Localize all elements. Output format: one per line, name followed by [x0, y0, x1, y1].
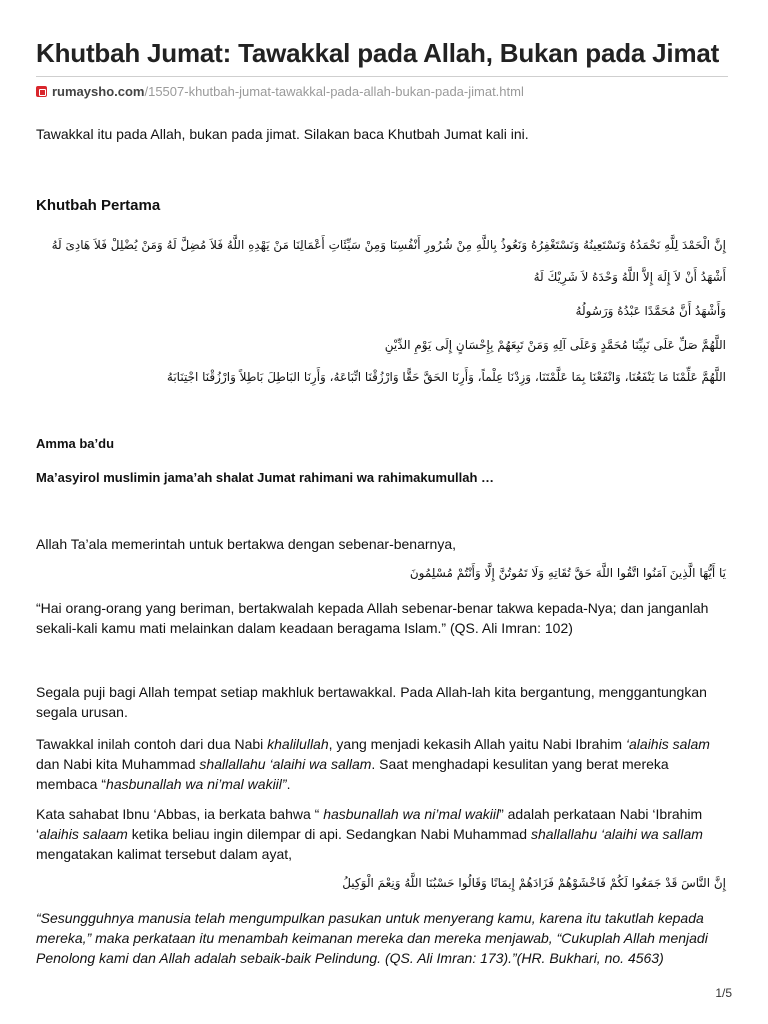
paragraph-2: Segala puji bagi Allah tempat setiap makhluk bertawakkal. Pada Allah-lah kita bergantung, menggantungkan segala urusan. [36, 684, 707, 720]
paragraph-1: Allah Ta’ala memerintah untuk bertakwa dengan sebenar-benarnya, [36, 536, 457, 552]
paragraph-4: Kata sahabat Ibnu ‘Abbas, ia berkata bahwa “ hasbunallah wa ni’mal wakiil” adalah perkataan Nabi ‘Ibrahim ‘alaihis salaam ketika beliau ingin dilempar di api. Sedangkan Nabi Muhammad shallallahu ‘alaihi wa sallam mengatakan kalimat tersebut dalam ayat, [36, 806, 703, 862]
site-favicon-icon [36, 86, 47, 97]
arabic-line-5: اللَّهُمَّ عَلِّمْنَا مَا يَنْفَعُنَا، وَانْفَعْنَا بِمَا عَلَّمْتَنَا، وَزِدْنَا عِلْماً، وَأَرِنَا الحَقَّ حَقًّا وَارْزُقْنَا اتِّبَاعَهُ، وَأَرِنَا البَاطِلَ بَاطِلاً وَارْزُقْنَا اجْتِنَابَهُ [166, 370, 726, 384]
arabic-line-3: وَأَشْهَدُ أَنَّ مُحَمَّدًا عَبْدُهُ وَرَسُولُهُ [575, 304, 726, 318]
page-number: 1/5 [715, 986, 732, 1000]
khutbah-pertama-heading: Khutbah Pertama [36, 197, 161, 214]
arabic-line-4: اللَّهُمَّ صَلِّ عَلَى نَبِيِّنَا مُحَمَّدٍ وَعَلَى آلِهِ وَمَنْ تَبِعَهُمْ بِإِحْسَانٍ إِلَى يَوْمِ الدِّيْنِ [384, 338, 726, 352]
arabic-line-2: أَشْهَدُ أَنْ لاَ إِلَهَ إِلاَّ اللَّهُ وَحْدَهُ لاَ شَرِيْكَ لَهُ [533, 270, 726, 284]
verse-1-arabic: يَا أَيُّهَا الَّذِينَ آمَنُوا اتَّقُوا اللَّهَ حَقَّ تُقَاتِهِ وَلَا تَمُوتُنَّ إِلَّا وَأَنْتُمْ مُسْلِمُونَ [409, 566, 726, 580]
source-path[interactable]: /15507-khutbah-jumat-tawakkal-pada-allah-bukan-pada-jimat.html [144, 84, 524, 99]
verse-2-arabic: إِنَّ النَّاسَ قَدْ جَمَعُوا لَكُمْ فَاخْشَوْهُمْ فَزَادَهُمْ إِيمَانًا وَقَالُوا حَسْبُنَا اللَّهُ وَنِعْمَ الْوَكِيلُ [342, 876, 726, 890]
source-url[interactable] [36, 84, 524, 99]
page-title: Khutbah Jumat: Tawakkal pada Allah, Bukan pada Jimat [36, 38, 720, 68]
maasyirol-line: Ma’asyirol muslimin jama’ah shalat Jumat rahimani wa rahimakumullah … [36, 470, 495, 485]
verse-2-translation: “Sesungguhnya manusia telah mengumpulkan pasukan untuk menyerang kamu, karena itu takutlah kepada mereka,” maka perkataan itu menambah keimanan mereka dan mereka menjawab, “Cukuplah Allah menjadi Penolong kami dan Allah adalah sebaik-baik Pelindung. (QS. Ali Imran: 173).”(HR. Bukhari, no. 4563) [36, 910, 708, 966]
title-divider [36, 76, 728, 77]
intro-paragraph: Tawakkal itu pada Allah, bukan pada jimat. Silakan baca Khutbah Jumat kali ini. [36, 126, 529, 142]
verse-1-translation: “Hai orang-orang yang beriman, bertakwalah kepada Allah sebenar-benar takwa kepada-Nya; dan janganlah sekali-kali kamu mati melainkan dalam keadaan beragama Islam.” (QS. Ali Imran: 102) [36, 600, 709, 636]
source-domain[interactable]: rumaysho.com [52, 84, 145, 99]
arabic-line-1: إِنَّ الْحَمْدَ لِلَّهِ نَحْمَدُهُ وَنَسْتَعِينُهُ وَنَسْتَغْفِرُهُ وَنَعُوذُ بِاللَّهِ مِنْ شُرُورِ أَنْفُسِنَا وَمِنْ سَيِّئَاتِ أَعْمَالِنَا مَنْ يَهْدِهِ اللَّهُ فَلاَ مُضِلَّ لَهُ وَمَنْ يُضْلِلْ فَلاَ هَادِىَ لَهُ [51, 238, 726, 252]
paragraph-3: Tawakkal inilah contoh dari dua Nabi khalilullah, yang menjadi kekasih Allah yaitu Nabi Ibrahim ‘alaihis salam dan Nabi kita Muhammad shallallahu ‘alaihi wa sallam. Saat menghadapi kesulitan yang berat mereka membaca “hasbunallah wa ni’mal wakiil”. [36, 736, 710, 792]
amma-badu: Amma ba’du [36, 436, 115, 451]
